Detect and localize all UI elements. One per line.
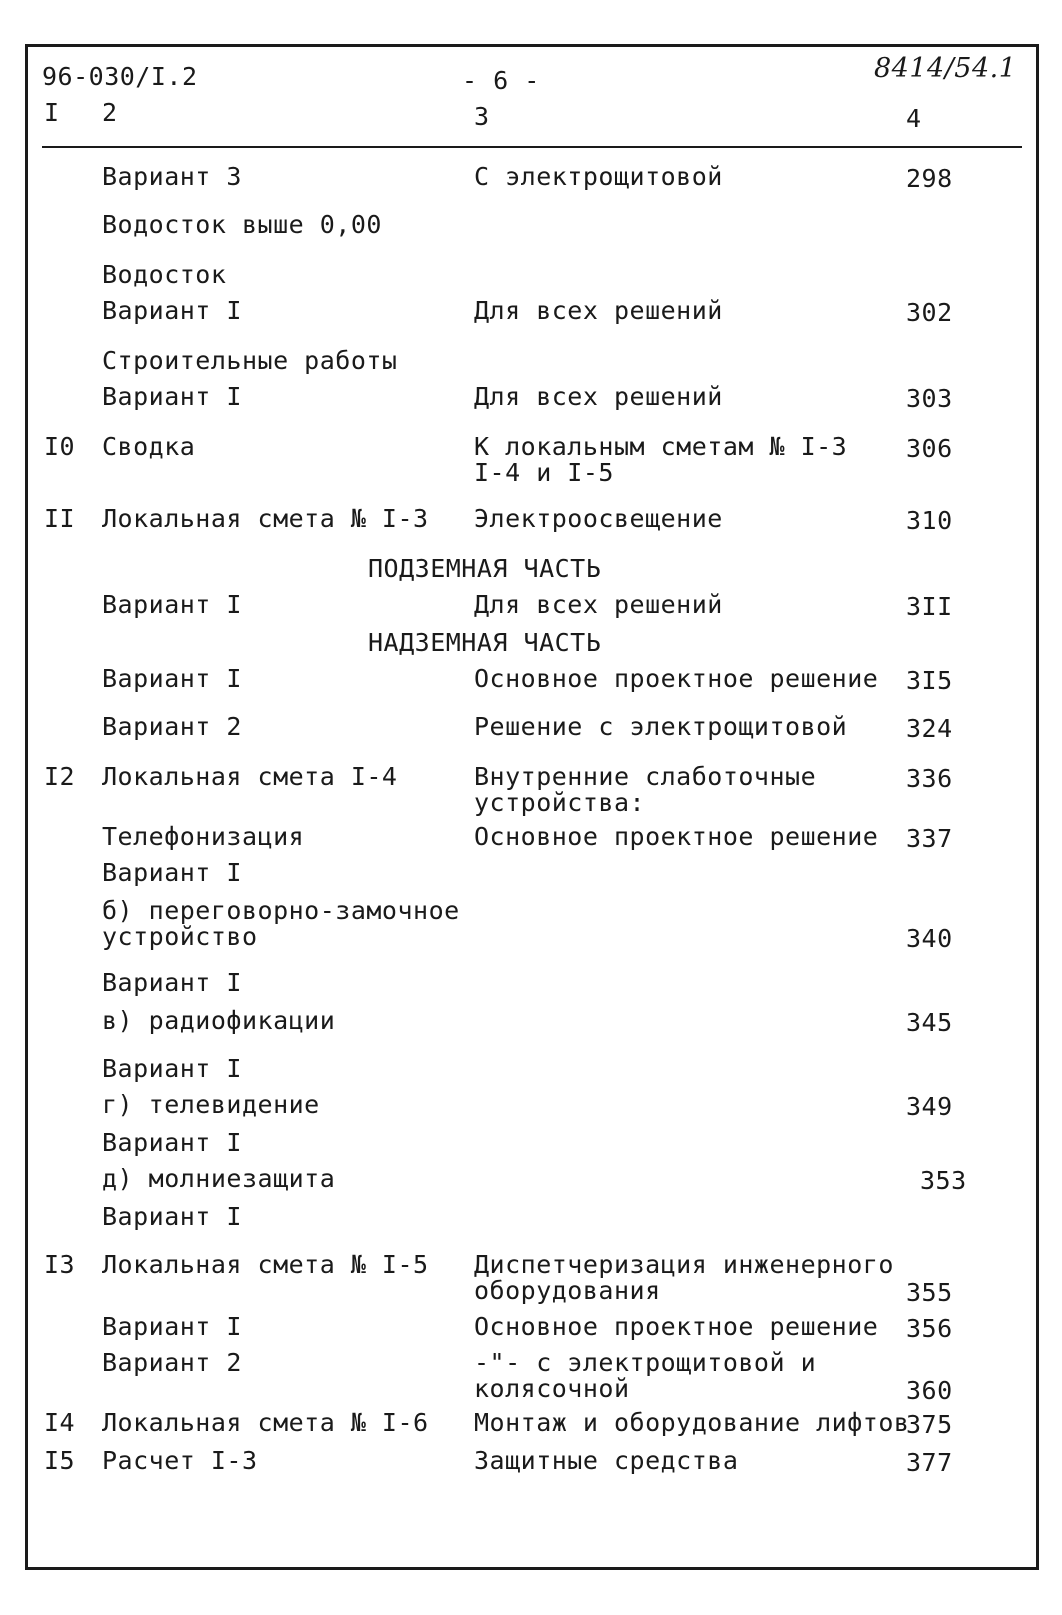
row-title: Сводка (102, 432, 196, 461)
inventory-number: 8414/54.1 (874, 53, 1017, 84)
row-description: Решение с электрощитовой (474, 712, 848, 741)
row-page-number: 360 (906, 1376, 953, 1405)
row-description: Основное проектное решение (474, 664, 879, 693)
row-title: Вариант I (102, 968, 242, 997)
row-title: в) радиофикации (102, 1006, 336, 1035)
row-title: Строительные работы (102, 346, 398, 375)
row-description-continued: устройства: (474, 788, 646, 817)
row-page-number: 298 (906, 164, 953, 193)
row-page-number: 324 (906, 714, 953, 743)
row-title: Вариант I (102, 1128, 242, 1157)
row-description: -"- с электрощитовой и (474, 1348, 817, 1377)
row-page-number: 356 (906, 1314, 953, 1343)
row-number: I4 (44, 1408, 76, 1437)
row-description: Внутренние слаботочные (474, 762, 817, 791)
row-title: Вариант I (102, 590, 242, 619)
row-page-number: 306 (906, 434, 953, 463)
row-page-number: 340 (906, 924, 953, 953)
row-description: Для всех решений (474, 590, 723, 619)
row-title: Расчет I-3 (102, 1446, 258, 1475)
header-rule (42, 146, 1022, 148)
row-title: Водосток выше 0,00 (102, 210, 382, 239)
row-page-number: 355 (906, 1278, 953, 1307)
row-title: Телефонизация (102, 822, 305, 851)
row-description: Диспетчеризация инженерного (474, 1250, 894, 1279)
row-page-number: 3II (906, 592, 953, 621)
row-page-number: 336 (906, 764, 953, 793)
column-header-3: 3 (474, 102, 490, 131)
row-title: Вариант 2 (102, 1348, 242, 1377)
row-page-number: 345 (906, 1008, 953, 1037)
row-title: Вариант I (102, 296, 242, 325)
row-title: Вариант I (102, 382, 242, 411)
column-header-1: I (44, 98, 60, 127)
row-title: Локальная смета № I-3 (102, 504, 429, 533)
row-page-number: 353 (920, 1166, 967, 1195)
row-title: Локальная смета I-4 (102, 762, 398, 791)
row-page-number: 302 (906, 298, 953, 327)
row-page-number: 3I5 (906, 666, 953, 695)
page-number: - 6 - (462, 66, 540, 95)
row-title: Локальная смета № I-5 (102, 1250, 429, 1279)
row-description: Электроосвещение (474, 504, 723, 533)
row-number: I5 (44, 1446, 76, 1475)
row-title-continued: устройство (102, 922, 258, 951)
column-header-2: 2 (102, 98, 118, 127)
row-page-number: 377 (906, 1448, 953, 1477)
row-page-number: 303 (906, 384, 953, 413)
row-description-continued: I-4 и I-5 (474, 458, 614, 487)
section-heading: ПОДЗЕМНАЯ ЧАСТЬ (368, 554, 602, 583)
row-description: Для всех решений (474, 382, 723, 411)
row-title: б) переговорно-замочное (102, 896, 460, 925)
row-number: I2 (44, 762, 76, 791)
row-description: К локальным сметам № I-3 (474, 432, 848, 461)
row-title: Вариант I (102, 664, 242, 693)
row-title: Вариант I (102, 1202, 242, 1231)
row-description: Для всех решений (474, 296, 723, 325)
row-number: I0 (44, 432, 76, 461)
row-page-number: 375 (906, 1410, 953, 1439)
row-title: Вариант I (102, 1054, 242, 1083)
row-number: II (44, 504, 76, 533)
row-page-number: 349 (906, 1092, 953, 1121)
row-description: Основное проектное решение (474, 1312, 879, 1341)
row-title: г) телевидение (102, 1090, 320, 1119)
row-title: Вариант 3 (102, 162, 242, 191)
row-title: Локальная смета № I-6 (102, 1408, 429, 1437)
row-description: С электрощитовой (474, 162, 723, 191)
row-page-number: 337 (906, 824, 953, 853)
row-number: I3 (44, 1250, 76, 1279)
row-description-continued: оборудования (474, 1276, 661, 1305)
row-title: д) молниезащита (102, 1164, 336, 1193)
row-page-number: 310 (906, 506, 953, 535)
row-title: Водосток (102, 260, 227, 289)
row-title: Вариант 2 (102, 712, 242, 741)
column-header-4: 4 (906, 104, 922, 133)
document-code: 96-030/I.2 (42, 62, 198, 91)
row-description-continued: колясочной (474, 1374, 630, 1403)
row-title: Вариант I (102, 1312, 242, 1341)
row-title: Вариант I (102, 858, 242, 887)
row-description: Основное проектное решение (474, 822, 879, 851)
row-description: Защитные средства (474, 1446, 739, 1475)
section-heading: НАДЗЕМНАЯ ЧАСТЬ (368, 628, 602, 657)
row-description: Монтаж и оборудование лифтов (474, 1408, 910, 1437)
